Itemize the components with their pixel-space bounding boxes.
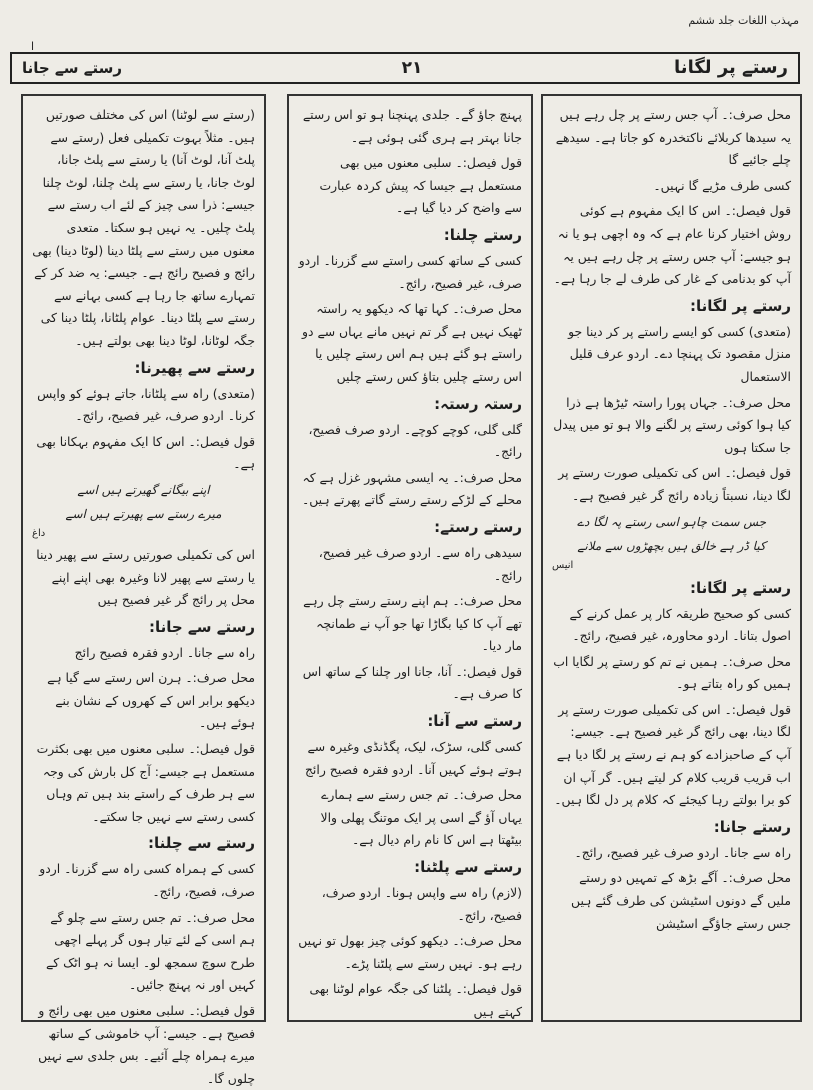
entry-paragraph: محل صرف:۔ کہا تھا کہ دیکھو یہ راستہ ٹھیک نہیں ہے گر تم نہیں مانے یہاں سے دو راستے ہو گئے ہیں ہم اس رستے چلیں یا اس رستے چلیں بتاؤ کس رستے چلیں [302,301,522,384]
page-header [10,52,800,84]
entry-paragraph: (لازم) راہ سے واپس ہونا۔ اردو صرف، فصیح، رائج۔ [321,885,522,923]
entry-paragraph: (متعدی) راہ سے پلٹانا، جاتے ہوئے کو واپس کرنا۔ اردو صرف، غیر فصیح، رائج۔ [37,385,255,424]
entry-headword: رستے سے آنا: [427,712,522,731]
entry-paragraph: سیدھی راہ سے۔ اردو صرف غیر فصیح، رائج۔ [318,544,522,583]
book-title-note: مہذب اللغات جلد ششم [688,14,799,27]
page-number: ۲۱ [401,58,423,78]
entry-headword: رستے سے چلنا: [148,834,255,853]
entry-headword: رستہ رستہ: [434,394,522,413]
entry-paragraph: کسی طرف مڑیے گا نہیں۔ [653,177,791,193]
entry-paragraph: (متعدی) کسی کو ایسے راستے پر کر دینا جو منزل مقصود تک پہنچا دے۔ اردو عرف قلیل الاستعمال [568,323,791,384]
entry-paragraph: راہ سے جانا۔ اردو فقرہ فصیح رائج [74,644,255,660]
entry-paragraph: پہنچ جاؤ گے۔ جلدی پہنچنا ہو تو اس رستے جانا بہتر ہے ہری گئی ہوئی ہے۔ [302,107,522,145]
entry-headword: رستے سے پھیرنا: [134,358,255,377]
entry-paragraph: کسی کو صحیح طریقہ کار پر عمل کرنے کے اصول بتانا۔ اردو محاورہ، غیر فصیح، رائج۔ [569,605,791,644]
header-right-title: رستے پر لگانا [674,57,788,78]
entry-paragraph: محل صرف:۔ دیکھو کوئی چیز بھول تو نہیں رہے ہو۔ نہیں رستے سے پلٹنا پڑے۔ [298,933,522,971]
verse-line: میرے رستے سے پھیرتے ہیں اسے [65,506,222,521]
header-left-title: رستے سے جانا [22,59,122,77]
entry-paragraph: کسی کے ساتھ کسی راستے سے گزرنا۔ اردو صرف، غیر فصیح، رائج۔ [298,252,522,291]
poet-name: داغ [32,527,46,539]
entry-paragraph: قول فیصل:۔ اس کی تکمیلی صورت رستے پر لگا دینا، نسبتاً زیادہ رائج گر غیر فصیح ہے۔ [558,465,791,503]
poet-name: انیس [552,559,574,571]
entry-paragraph: محل صرف:۔ جہاں پورا راستہ ٹیڑھا ہے ذرا کیا ہوا کوئی رستے پر لگنے والا ہو تو میں پیدل جا سکتا ہوں [553,394,791,455]
entry-paragraph: (رستے سے لوٹنا) اس کی مختلف صورتیں ہیں۔ مثلاً بہوت تکمیلی فعل (رستے سے پلٹ آنا، لوٹ آنا) یا رستے سے پلٹ جانا، لوٹ جانا، یا رستے سے پلٹ چلنا، لوٹ چلنا جیسے: ذرا سی چیز کے لئے اب رستے سے پلٹ چلیں۔ یہ نہیں ہو سکتا۔ متعدی معنوں میں رستے سے پلٹا دینا (لوٹا دینا) بھی رائج و فصیح رائج ہے۔ جیسے: یہ ضد کر کے تمہارے ساتھ جا رہا ہے کسی بہانے سے رستے سے پلٹا دینا۔ عوام پلٹانا، پلٹا دینا کی جگہ لوٹانا، لوٹا دینا بھی بولتے ہیں۔ [32,107,255,348]
entry-paragraph: محل صرف:۔ ہمیں نے تم کو رستے پر لگایا اب ہمیں کو راہ بتاتے ہو۔ [553,653,791,692]
entry-paragraph: محل صرف:۔ تم جس رستے سے چلو گے ہم اسی کے لئے تیار ہوں گر پہلے اچھی طرح سوچ سمجھ لو۔ ایسا نہ ہو اٹک کے کہیں اور نہ پہنچ جائیں۔ [45,909,255,993]
entry-paragraph: محل صرف:۔ آگے بڑھ کے تمہیں دو رستے ملیں گے دونوں اسٹیشن کی طرف گئے ہیں جس رستے جاؤگے اسٹیشن [571,870,791,931]
entry-paragraph: قول فیصل:۔ اس کا ایک مفہوم بہکانا بھی ہے۔ [36,433,255,472]
column-left [21,94,266,1086]
column-right [541,94,802,1022]
entry-paragraph: محل صرف:۔ ہرن اس رستے سے گیا ہے دیکھو برابر اس کے کھروں کے نشان بنے ہوئے ہیں۔ [47,670,255,731]
entry-paragraph: اس کی تکمیلی صورتیں رستے سے پھیر دینا یا رستے سے پھیر لانا وغیرہ بھی اپنے اپنے محل پر رائج گر غیر فصیح ہیں [36,546,255,608]
entry-paragraph: محل صرف:۔ یہ ایسی مشہور غزل ہے کہ محلے کے لڑکے رستے رستے گاتے پھرتے ہیں۔ [301,469,522,508]
entry-headword: رستے سے جانا: [149,617,255,636]
entry-paragraph: کسی گلی، سڑک، لیک، پگڈنڈی وغیرہ سے ہوتے ہوئے کہیں آنا۔ اردو فقرہ فصیح رائج [304,739,522,777]
entry-paragraph: قول فیصل:۔ سلبی معنوں میں بھی بکثرت مستعمل ہے جیسے: آج کل بارش کی وجہ سے ہر طرف کے راستے بند ہیں تم وہاں کسی رستے سے نہیں جا سکتے۔ [36,741,255,824]
entry-headword: رستے رستے: [434,517,522,536]
entry-headword: رستے پر لگانا: [690,578,791,597]
entry-paragraph: قول فیصل:۔ پلٹنا کی جگہ عوام لوٹنا بھی کہتے ہیں [309,981,522,1019]
corner-mark: ا [30,40,34,53]
entry-headword: رستے چلنا: [443,225,522,244]
entry-paragraph: محل صرف:۔ ہم اپنے رستے رستے چل رہے تھے آپ کا کیا بگاڑا تھا جو آپ نے طمانچہ مار دیا۔ [303,593,522,654]
entry-paragraph: کسی کے ہمراہ کسی راہ سے گزرنا۔ اردو صرف، فصیح، رائج۔ [39,861,255,900]
verse-line: اپنے بیگانے گھیرتے ہیں اسے [77,482,210,497]
entry-paragraph: محل صرف:۔ تم جس رستے سے ہمارے یہاں آؤ گے اسی پر ایک موتنگ پھلی والا بیٹھتا ہے اس کا نام رام دیال ہے۔ [320,787,522,848]
entry-headword: رستے جانا: [713,817,791,836]
entry-paragraph: قول فیصل:۔ اس کا ایک مفہوم ہے کوئی روش اختیار کرنا عام ہے کہ وہ اچھی ہو یا نہ ہو جیسے: آپ جس رستے پر چل رہے ہیں یہ آپ کو بدنامی کے غار کی طرف لے جا رہا ہے۔ [553,203,791,287]
verse-line: جس سمت چاہو اسی رستے پہ لگا دے [576,514,767,529]
entry-paragraph: گلی گلی، کوچے کوچے۔ اردو صرف فصیح، رائج۔ [308,421,522,460]
entry-paragraph: قول فیصل:۔ سلبی معنوں میں بھی مستعمل ہے جیسا کہ پیش کردہ عبارت سے واضح کر دیا گیا ہے۔ [319,155,522,216]
column-middle [287,94,533,1022]
entry-paragraph: قول فیصل:۔ آنا، جانا اور چلنا کے ساتھ اس کا صرف ہے۔ [302,663,522,702]
entry-paragraph: قول فیصل:۔ سلبی معنوں میں بھی رائج و فصیح ہے۔ جیسے: آپ خاموشی کے ساتھ میرے ہمراہ چلے آئیے۔ بس جلدی سے نہیں چلوں گا۔ [38,1003,255,1086]
entry-headword: رستے پر لگانا: [690,296,791,315]
entry-paragraph: راہ سے جانا۔ اردو صرف غیر فصیح، رائج۔ [574,844,791,860]
entry-paragraph: محل صرف:۔ آپ جس رستے پر چل رہے ہیں یہ سیدھا کربلائے ناکتخدرہ کو جاتا ہے۔ سیدھے چلے جائیے گا [555,107,791,168]
entry-paragraph: قول فیصل:۔ اس کی تکمیلی صورت رستے پر لگا دینا، بھی رائج گر غیر فصیح ہے۔ جیسے: آپ کے صاحبزادے کو ہم نے رستے پر لگا دیا ہے اب قریب قریب کلام کر لیتے ہیں۔ گر آپ ان کو برا بولتے رہا کیجئے کہ کلام پر دل لگا ہیں۔ [554,701,791,808]
entry-headword: رستے سے پلٹنا: [414,858,522,877]
verse-line: کیا ڈر ہے خالق ہیں بچھڑوں سے ملانے [577,538,766,553]
